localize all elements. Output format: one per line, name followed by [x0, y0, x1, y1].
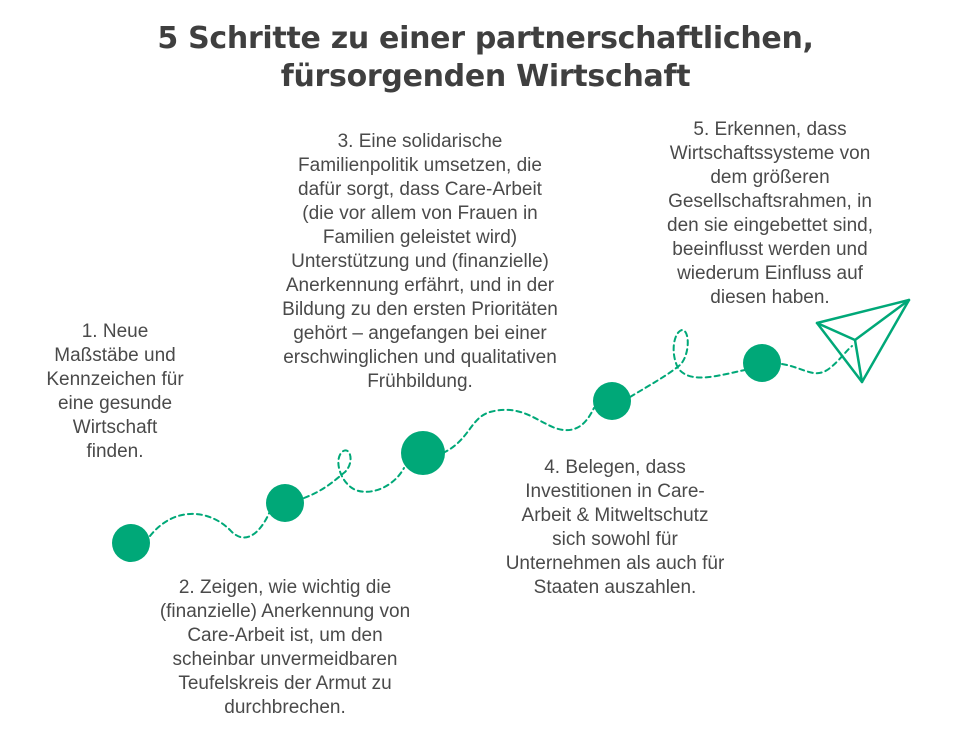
step-2-line: Teufelskreis der Armut zu	[178, 673, 392, 694]
step-3-line: Familienpolitik umsetzen, die	[298, 155, 542, 176]
step-4-line: sich sowohl für	[552, 529, 678, 550]
step-3-line: 3. Eine solidarische	[337, 131, 503, 152]
step-3-line: Unterstützung und (finanzielle)	[291, 251, 549, 272]
dashed-path-1-2	[150, 505, 272, 537]
milestone-dot-1	[112, 524, 150, 562]
step-5-line: 5. Erkennen, dass	[693, 119, 847, 140]
step-1-text	[40, 320, 190, 464]
step-3-line: Familien geleistet wird)	[322, 227, 518, 248]
paper-plane-icon	[817, 300, 909, 382]
dashed-path-5-plane	[782, 346, 852, 373]
milestone-dot-3	[401, 431, 445, 475]
step-1-line: eine gesunde	[57, 393, 173, 414]
dashed-path-3-4	[443, 408, 594, 453]
title-line-2: fürsorgenden Wirtschaft	[280, 59, 691, 94]
title-line-1: 5 Schritte zu einer partnerschaftlichen,	[157, 21, 814, 56]
step-2-line: (finanzielle) Anerkennung von	[159, 601, 411, 622]
step-3-line: erschwinglichen und qualitativen	[283, 347, 557, 368]
step-2-line: 2. Zeigen, wie wichtig die	[178, 577, 392, 598]
step-5-line: beeinflusst werden und	[672, 239, 868, 260]
step-3-text	[230, 130, 610, 394]
step-1-line: Kennzeichen für	[46, 369, 184, 390]
dashed-path-2-3	[304, 450, 404, 498]
step-5-line: Gesellschaftsrahmen, in	[668, 191, 872, 212]
step-4-line: Staaten auszahlen.	[533, 577, 697, 598]
milestone-dot-5	[743, 344, 781, 382]
step-1-line: finden.	[86, 441, 144, 462]
step-5-line: diesen haben.	[710, 287, 830, 308]
step-3-line: Anerkennung erfährt, und in der	[285, 275, 555, 296]
step-5-line: den sie eingebettet sind,	[667, 215, 873, 236]
step-3-line: gehört – angefangen bei einer	[293, 323, 547, 344]
step-3-line: dafür sorgt, dass Care-Arbeit	[298, 179, 542, 200]
step-2-line: scheinbar unvermeidbaren	[172, 649, 398, 670]
step-5-text	[620, 118, 920, 310]
milestone-dot-2	[266, 484, 304, 522]
step-5-line: Wirtschaftssysteme von	[669, 143, 871, 164]
step-1-line: Maßstäbe und	[54, 345, 176, 366]
step-4-line: Arbeit & Mitweltschutz	[521, 505, 709, 526]
step-4-text	[470, 456, 760, 600]
step-3-line: (die vor allem von Frauen in	[302, 203, 538, 224]
step-1-line: Wirtschaft	[72, 417, 158, 438]
step-2-line: Care-Arbeit ist, um den	[187, 625, 383, 646]
step-2-text	[120, 576, 450, 720]
step-3-line: Frühbildung.	[367, 371, 473, 392]
step-1-line: 1. Neue	[81, 321, 149, 342]
step-4-line: 4. Belegen, dass	[544, 457, 686, 478]
step-4-line: Investitionen in Care-	[525, 481, 705, 502]
step-5-line: dem größeren	[710, 167, 830, 188]
step-3-line: Bildung zu den ersten Prioritäten	[282, 299, 558, 320]
step-5-line: wiederum Einfluss auf	[677, 263, 863, 284]
step-4-line: Unternehmen als auch für	[505, 553, 725, 574]
dashed-path-4-5	[630, 330, 745, 397]
step-2-line: durchbrechen.	[224, 697, 346, 718]
